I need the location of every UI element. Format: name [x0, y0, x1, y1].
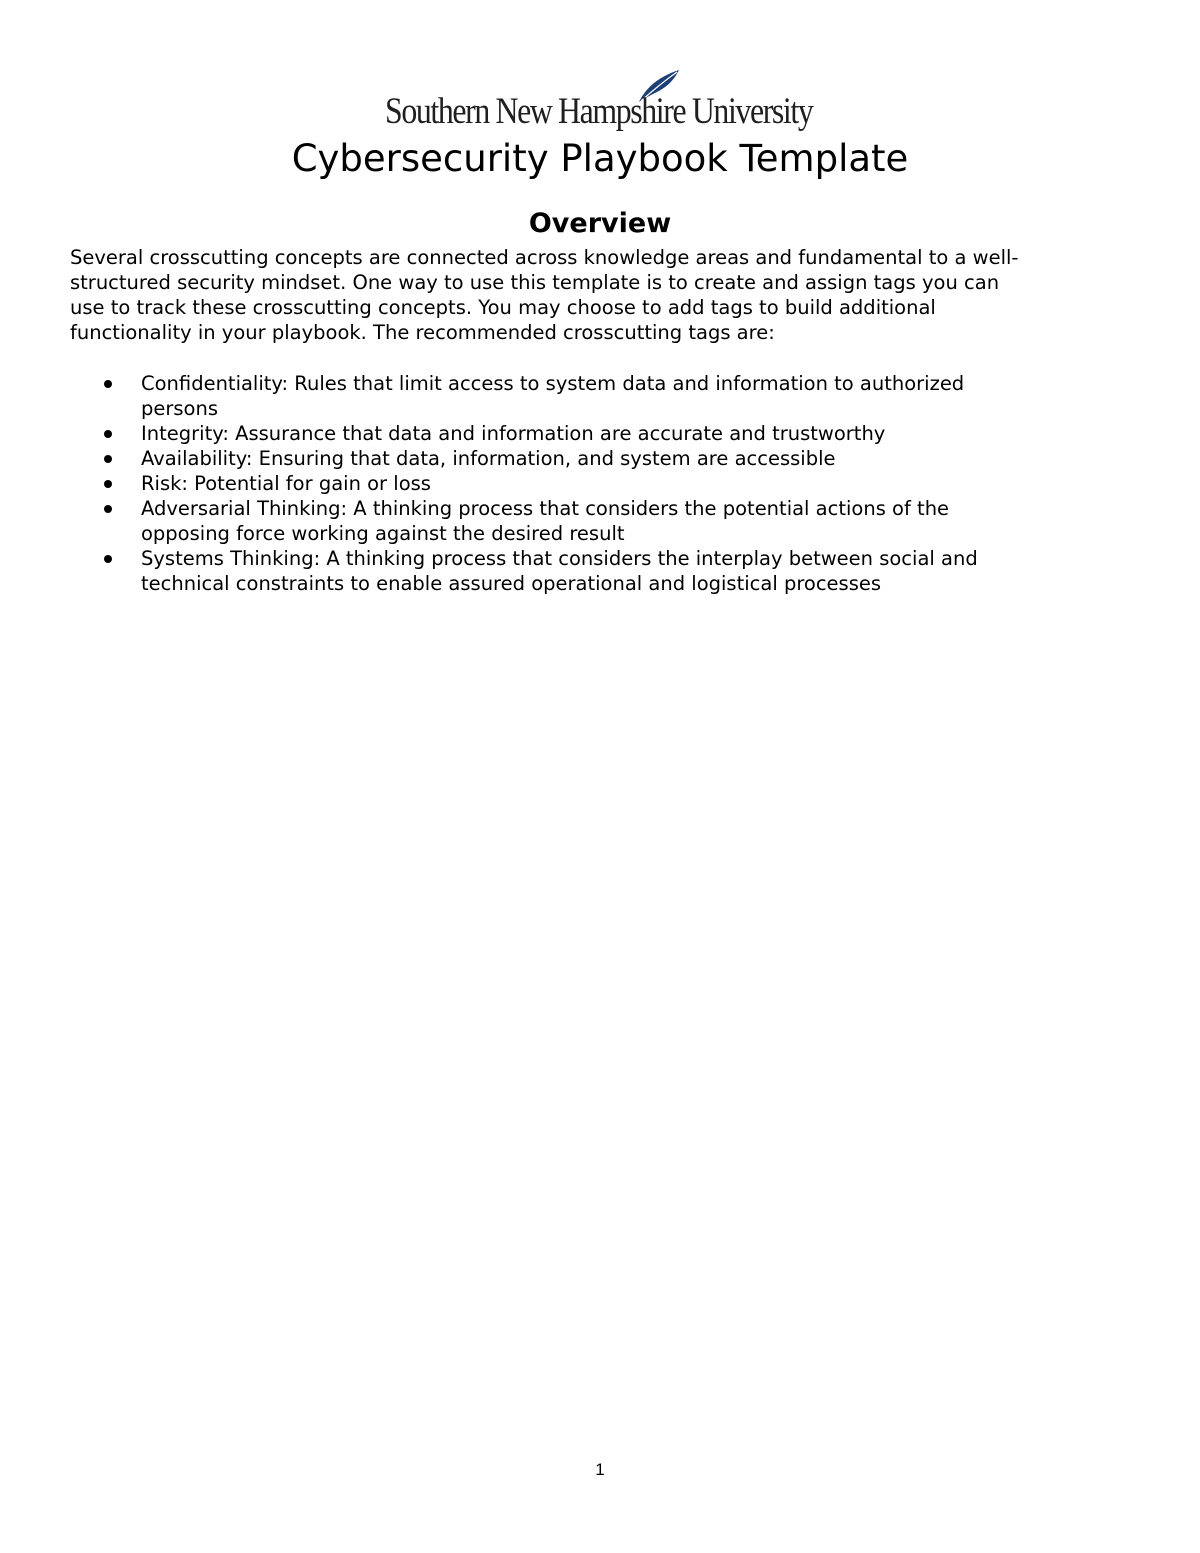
tag-line: persons [141, 397, 219, 420]
bullet-icon [104, 480, 112, 488]
page-title: Cybersecurity Playbook Template [291, 137, 909, 180]
tag-line: Risk: Potential for gain or loss [141, 472, 431, 495]
tag-line: technical constraints to enable assured operational and logistical processes [141, 572, 882, 595]
tag-item-confidentiality [100, 371, 1120, 421]
intro-line: use to track these crosscutting concepts. You may choose to add tags to build additional [70, 296, 936, 319]
tag-item-adversarial-thinking [100, 496, 1120, 546]
intro-line: Several crosscutting concepts are connected across knowledge areas and fundamental to a well- [70, 246, 1019, 269]
bullet-icon [104, 505, 112, 513]
tag-line: Confidentiality: Rules that limit access to system data and information to authorized [141, 372, 965, 395]
intro-paragraph [70, 245, 1135, 345]
intro-line: structured security mindset. One way to use this template is to create and assign tags you can [70, 271, 1000, 294]
bullet-icon [104, 555, 112, 563]
tag-line: opposing force working against the desired result [141, 522, 625, 545]
tag-item-systems-thinking [100, 546, 1120, 596]
tag-item-integrity [100, 421, 1120, 446]
bullet-icon [104, 430, 112, 438]
university-logo [385, 68, 815, 136]
tag-item-risk [100, 471, 1120, 496]
bullet-icon [104, 455, 112, 463]
intro-line: functionality in your playbook. The recommended crosscutting tags are: [70, 321, 775, 344]
crosscutting-tag-list [100, 371, 1120, 596]
page-number: 1 [595, 1460, 605, 1479]
tag-item-availability [100, 446, 1120, 471]
section-heading: Overview [528, 208, 672, 239]
tag-line: Systems Thinking: A thinking process that considers the interplay between social and [141, 547, 978, 570]
tag-line: Integrity: Assurance that data and information are accurate and trustworthy [141, 422, 886, 445]
logo-text: Southern New Hampshire University [385, 91, 813, 132]
tag-line: Availability: Ensuring that data, information, and system are accessible [141, 447, 836, 470]
bullet-icon [104, 380, 112, 388]
tag-line: Adversarial Thinking: A thinking process that considers the potential actions of the [141, 497, 950, 520]
